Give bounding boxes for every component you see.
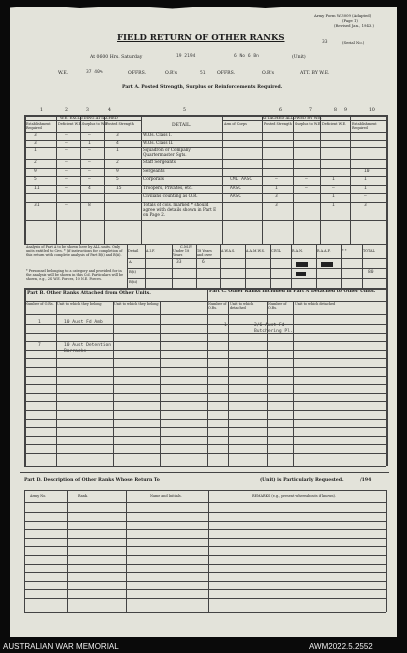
row-cell: 4	[88, 186, 91, 191]
row-cell: –	[332, 186, 335, 191]
analysis-header: 18 Years and over	[197, 249, 213, 257]
analysis-header: R.A.A.F.	[317, 249, 331, 253]
part-b-title: Part B. Other Ranks Attached from Other Units.	[27, 291, 151, 296]
row-detail: Totals of cols. marked * should agree with details shown in Part E on Page 2.	[143, 202, 217, 217]
unit-value: 6 No 6 Bn	[234, 54, 259, 59]
column-number: 1	[40, 108, 43, 113]
column-number: 4	[108, 108, 111, 113]
part-b-header: Unit to which they belong	[114, 302, 159, 306]
row-cell: 3	[275, 203, 278, 208]
column-header: Arm of Corps	[224, 122, 247, 126]
column-number: 5	[183, 108, 186, 113]
part-b-number: 1	[38, 320, 41, 325]
row-cell: 1	[116, 148, 119, 153]
column-header: Posted Strength	[106, 122, 134, 126]
part-b-header: Unit to which they belong	[57, 302, 102, 306]
row-cell: –	[65, 169, 68, 174]
rule-v	[104, 115, 105, 244]
row-cell: –	[88, 133, 91, 138]
row-detail: Corporals	[143, 176, 164, 181]
part-a-title: Part A. Posted Strength, Surplus or Reinforcements Required.	[122, 85, 283, 90]
row-cell: –	[65, 133, 68, 138]
row-cell: 1	[275, 186, 278, 191]
form-id-line2: (Page 1)	[342, 18, 358, 23]
row-cell: –	[88, 148, 91, 153]
row-cell: 5	[34, 177, 37, 182]
rule-h	[24, 589, 386, 590]
row-detail: Troopers, Privates, etc.	[143, 185, 193, 190]
row-detail: W.Os. Class II.	[143, 140, 174, 145]
row-cell: –	[65, 186, 68, 191]
rule-h	[24, 529, 386, 530]
rule-h	[24, 341, 386, 342]
rule-h	[24, 410, 386, 411]
row-cell: 3	[34, 141, 37, 146]
analysis-header: A.W.A.S.	[221, 249, 236, 253]
rule-v	[67, 490, 68, 612]
part-b-header: Number of O.Rs.	[25, 302, 54, 306]
part-c-header: Unit to which detached	[230, 302, 254, 310]
rule-h	[24, 521, 386, 522]
rule-h	[24, 581, 386, 582]
part-c-header: Number of O.Rs.	[268, 302, 287, 310]
row-cell: –	[305, 186, 308, 191]
rule-v	[386, 244, 388, 288]
row-cell: –	[65, 203, 68, 208]
row-cell: 1	[332, 203, 335, 208]
row-detail: W.Os. Class I.	[143, 132, 172, 137]
part-b-unit: 10 Aust Fd Amb	[64, 320, 103, 325]
row-cell: –	[88, 160, 91, 165]
rule-h	[127, 268, 386, 269]
row-cell: –	[364, 194, 367, 199]
row-cell: 9	[116, 169, 119, 174]
rule-h	[24, 358, 386, 359]
rule-h	[24, 538, 386, 539]
at-prefix: At 0600 Hrs. Saturday	[90, 55, 143, 60]
row-cell: 5	[116, 177, 119, 182]
analysis-row-label: B(i)	[129, 269, 136, 274]
rule-v	[386, 490, 387, 612]
row-cell: 3	[275, 194, 278, 199]
column-number: 6	[279, 108, 282, 113]
analysis-cell: 6	[202, 260, 205, 265]
row-cell: 1	[332, 177, 335, 182]
redaction-block	[296, 272, 306, 276]
footer-right: AWM2022.5.2552	[309, 642, 373, 651]
part-c-number: 1	[224, 323, 227, 328]
redaction-block	[296, 262, 308, 267]
row-cell: 1	[332, 194, 335, 199]
row-cell: 1	[364, 186, 367, 191]
analysis-text: Analysis of Part A to be shown here by ALL units. Only units entitled to Civs. * (if instructions for completion of this return with complete analysis of Part B(i) and B(ii).	[26, 245, 123, 257]
rule-h	[24, 393, 386, 394]
part-d-header: REMARKS (e.g., present whereabouts if known).	[252, 494, 336, 498]
row-cell: 3	[34, 133, 37, 138]
rule-h	[24, 427, 386, 428]
rule-h	[24, 444, 386, 445]
rule-h	[24, 453, 386, 454]
or-label: O.R's	[165, 71, 178, 76]
part-b-unit: 10 Aust Detention Barracks	[64, 343, 112, 355]
rule-v	[222, 115, 223, 244]
rule-v	[126, 490, 127, 612]
analysis-header: CIVIL	[271, 249, 281, 253]
analysis-row-label: B(ii)	[129, 279, 138, 284]
rule-h	[24, 376, 386, 377]
part-c-title: Part C. Other Ranks Included in Part A Detached to Other Units.	[209, 289, 376, 294]
column-header: Deficient W.E.	[322, 122, 347, 126]
row-cell: 1	[34, 148, 37, 153]
rule-v	[386, 115, 388, 244]
part-c-header: Unit to which detached	[295, 302, 336, 306]
rule-h	[24, 314, 386, 315]
row-cell: AASC	[230, 186, 242, 191]
rule-h	[24, 333, 386, 334]
row-cell: –	[65, 177, 68, 182]
or2-label: O.R's	[262, 71, 275, 76]
rule-v	[24, 490, 25, 612]
cmf-label: C.M.F.	[180, 244, 193, 249]
column-number: 10	[369, 108, 375, 113]
row-cell: 15	[116, 186, 122, 191]
form-id-line1: Army Form W.3009 (Adapted)	[314, 13, 372, 18]
rule-h	[24, 288, 386, 290]
note-text: * Personnel belonging to a category and provided for in the analysis will be shown in this Col. Particulars will be shown, e.g., 2S W.E. Forces, 10 N.E. Forces.	[26, 269, 124, 281]
form-title: FIELD RETURN OF OTHER RANKS	[117, 33, 285, 43]
row-cell: 1	[364, 177, 367, 182]
row-cell: –	[65, 148, 68, 153]
row-cell: 31	[34, 203, 40, 208]
analysis-header: R.A.N.	[292, 249, 303, 253]
form-id-line3: (Revised Jan., 1943.)	[334, 23, 374, 28]
column-header: Posted Strength	[264, 122, 292, 126]
we-label: W.E.	[58, 71, 69, 76]
rule-h	[24, 401, 386, 402]
row-cell: AASC	[230, 194, 242, 199]
row-cell: 8	[88, 203, 91, 208]
row-detail: Squadron or Company Quartermaster Sgts.	[143, 147, 191, 157]
or-value: 51	[200, 71, 206, 76]
column-header: Establishment Required	[26, 122, 51, 130]
rule-v	[386, 288, 388, 466]
rule-v	[350, 115, 351, 244]
offrs2-label: OFFRS.	[217, 71, 236, 76]
rule-h	[24, 598, 386, 599]
column-number: 8	[334, 108, 337, 113]
footer-left: AUSTRALIAN WAR MEMORIAL	[3, 642, 119, 651]
unit-label: (Unit)	[292, 55, 306, 60]
rule-h	[24, 490, 386, 491]
detail-header: DETAIL.	[172, 123, 192, 128]
analysis-header: A.I.F.	[146, 249, 155, 253]
rule-v	[141, 115, 142, 244]
row-cell: 1	[88, 141, 91, 146]
part-c-header: Number of O.Rs.	[208, 302, 227, 310]
part-d-header: Army No.	[30, 494, 47, 498]
rule-h	[24, 512, 386, 513]
rule-h	[24, 220, 386, 221]
row-cell: –	[88, 169, 91, 174]
row-cell: –	[305, 177, 308, 182]
rule-h	[24, 384, 386, 385]
rule-h	[24, 502, 386, 503]
row-cell: 2	[116, 160, 119, 165]
rule-h	[24, 572, 386, 573]
rule-h	[127, 258, 386, 259]
rule-v	[24, 115, 26, 244]
rule-h	[24, 555, 386, 556]
att-label: ATT. BY W.E.	[300, 71, 330, 76]
rule-h	[24, 367, 386, 368]
serial-value: 33	[322, 40, 328, 45]
part-d-title-a: Part D. Description of Other Ranks Whose Return To	[24, 478, 160, 483]
row-cell: CML AASC	[230, 177, 253, 182]
analysis-header: TOTAL	[363, 249, 375, 253]
rule-h	[24, 564, 386, 565]
we-value: 37 40%	[86, 70, 103, 75]
redaction-block	[321, 262, 333, 267]
row-cell: 3	[116, 133, 119, 138]
offrs-label: OFFRS.	[128, 71, 147, 76]
row-cell: –	[275, 177, 278, 182]
column-number: 3	[86, 108, 89, 113]
analysis-header: Under 18 Years	[173, 249, 190, 257]
analysis-header: * *	[342, 249, 347, 253]
group-header-right: ATTACHED ALLOWED BY W.E.	[262, 115, 323, 120]
column-header: Deficient W.E.	[58, 122, 83, 126]
column-number: 7	[309, 108, 312, 113]
rule-h	[24, 436, 386, 437]
serial-label: (Serial No.)	[342, 40, 365, 45]
rule-h	[24, 546, 386, 547]
row-cell: –	[88, 177, 91, 182]
analysis-cell: 80	[368, 270, 374, 275]
rule-v	[80, 115, 81, 244]
rule-h	[24, 419, 386, 420]
analysis-header: A.A.M.W.S.	[246, 249, 265, 253]
part-d-date-suffix: /194	[360, 478, 372, 483]
rule-v	[56, 115, 57, 244]
row-cell: 10	[364, 169, 370, 174]
row-detail: Staff Sergeants	[143, 159, 176, 164]
row-detail: Sergeants	[143, 168, 165, 173]
part-c-unit: 2/6 Aust Fd Butchering Pl.	[254, 323, 293, 335]
row-cell: 11	[34, 186, 40, 191]
row-detail: Civilians counting as O.R.	[143, 193, 198, 198]
row-cell: 3	[364, 203, 367, 208]
part-d-header: Rank.	[78, 494, 88, 498]
column-header: Establishment Required	[352, 122, 377, 130]
row-cell: 9	[34, 169, 37, 174]
part-d-header: Name and Initials.	[150, 494, 182, 498]
rule-v	[320, 115, 321, 244]
rule-h	[127, 278, 386, 279]
rule-h	[24, 466, 386, 467]
rule-v	[208, 490, 209, 612]
column-number: 9	[344, 108, 347, 113]
part-b-number: 7	[38, 343, 41, 348]
row-cell: –	[65, 141, 68, 146]
analysis-row-label: A	[129, 259, 132, 264]
rule-h	[24, 612, 386, 613]
analysis-header: Detail	[128, 249, 139, 253]
rule-v	[262, 115, 263, 244]
group-header-left: W.E. EXCLUDING ATTACHED	[60, 115, 118, 120]
column-number: 2	[65, 108, 68, 113]
column-header: Surplus to W.E.	[295, 122, 322, 126]
column-header: Surplus to W.E.	[82, 122, 109, 126]
rule-v	[293, 115, 294, 244]
row-cell: –	[65, 160, 68, 165]
row-cell: 4	[116, 141, 119, 146]
part-d-title-b: (Unit) is Particularly Requested.	[260, 478, 344, 483]
rule-h	[20, 472, 389, 473]
analysis-cell: 33	[176, 260, 182, 265]
date-value: 19 2194	[176, 54, 196, 59]
row-cell: 2	[34, 160, 37, 165]
